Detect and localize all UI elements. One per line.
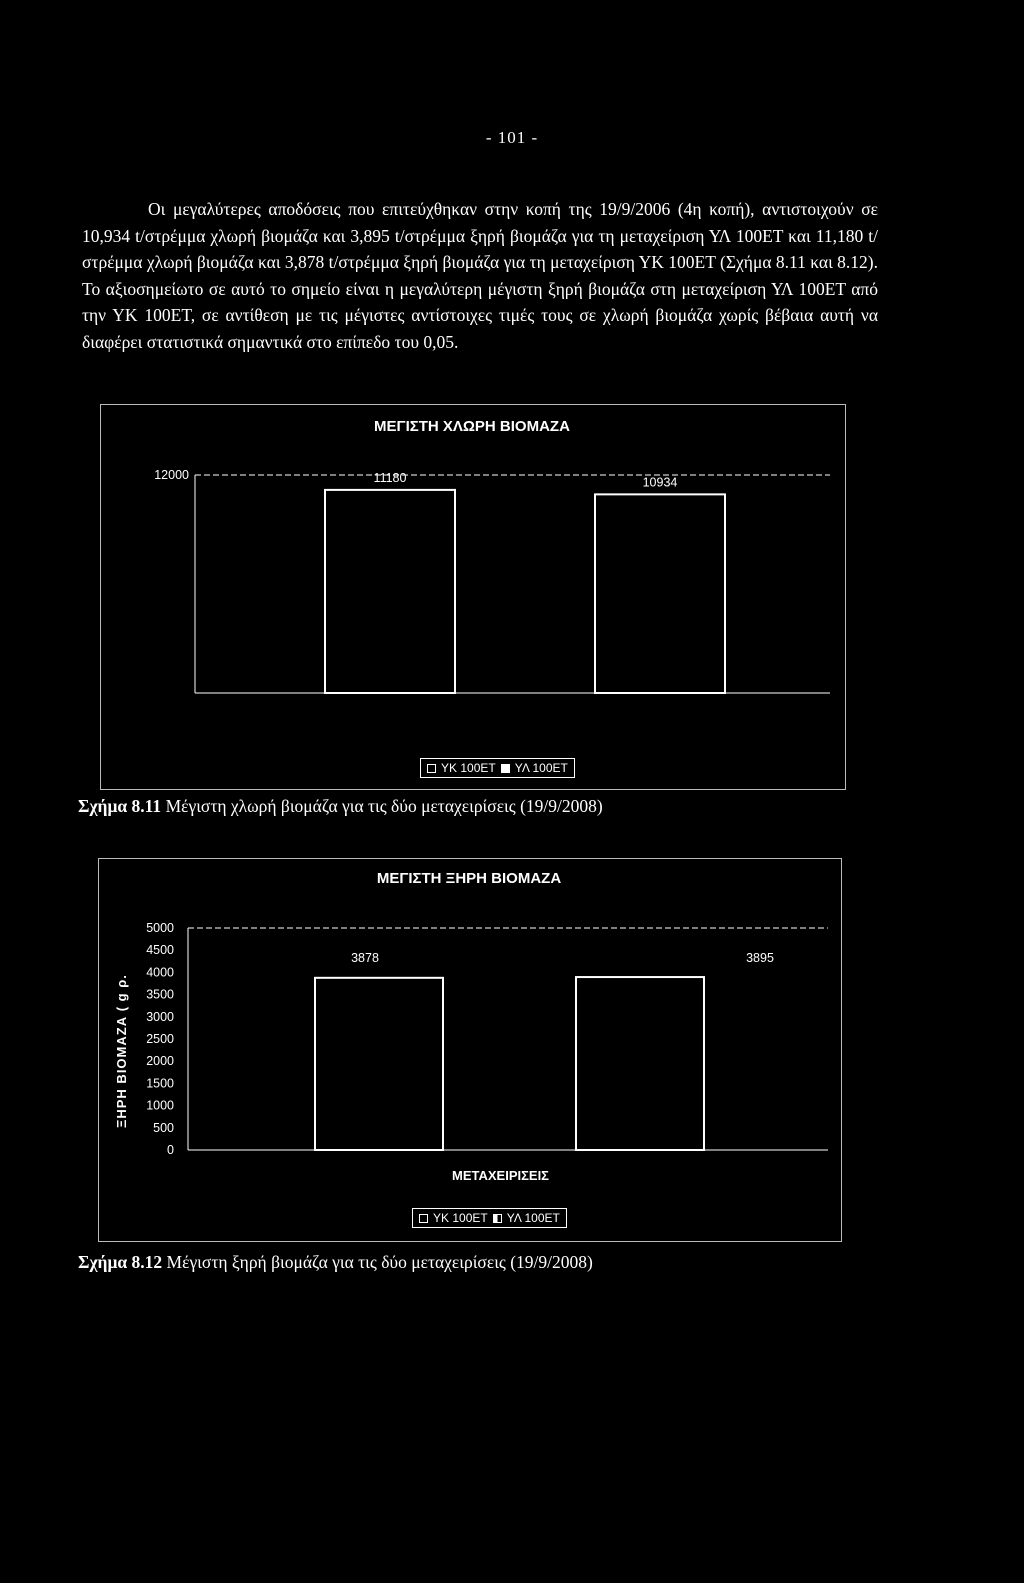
legend-label-yl: ΥΛ 100ΕΤ (514, 761, 568, 775)
bar-0 (315, 978, 443, 1150)
y-tick-label-9: 4500 (146, 943, 174, 958)
y-tick-label-8: 4000 (146, 965, 174, 980)
page-number: - 101 - (485, 128, 539, 147)
y-tick-label: 12000 (154, 468, 189, 482)
figure-caption-8-11 (78, 796, 603, 817)
legend-green-biomass (420, 758, 575, 778)
legend-swatch-yk (427, 764, 436, 773)
y-tick-label-3: 1500 (146, 1076, 174, 1091)
chart-dry-biomass (130, 916, 830, 1176)
legend-swatch-yk-2 (419, 1214, 428, 1223)
data-label-1: 3895 (746, 951, 774, 965)
y-tick-label-5: 2500 (146, 1032, 174, 1046)
legend-dry-biomass (412, 1208, 567, 1228)
y-tick-label-6: 3000 (146, 1009, 174, 1024)
data-label-0: 11180 (373, 470, 407, 485)
y-tick-label-7: 3500 (146, 987, 174, 1002)
chart-green-biomass (100, 455, 844, 755)
legend-label-yl-2: ΥΛ 100ΕΤ (506, 1211, 560, 1225)
y-tick-label-0: 0 (167, 1143, 174, 1157)
data-label-0: 3878 (351, 951, 379, 965)
legend-swatch-yl (501, 764, 510, 773)
legend-label-yk-2: ΥΚ 100ΕΤ (433, 1211, 488, 1225)
body-paragraph (82, 196, 878, 355)
y-axis-title-dry-biomass: ΞΗΡΗ ΒΙΟΜΑΖΑ ( g ρ. (114, 974, 129, 1128)
bar-1 (576, 977, 704, 1150)
bar-0 (325, 490, 455, 693)
caption-label-8-12: Σχήμα 8.12 (78, 1252, 163, 1272)
bar-1 (595, 494, 725, 693)
chart-title-green-biomass: ΜΕΓΙΣΤΗ ΧΛΩΡΗ ΒΙΟΜΑΖΑ (374, 418, 570, 435)
data-label-1: 10934 (642, 475, 678, 490)
y-tick-label-1: 500 (153, 1120, 174, 1135)
legend-swatch-yl-2 (493, 1214, 502, 1223)
x-axis-title-dry-biomass: ΜΕΤΑΧΕΙΡΙΣΕΙΣ (452, 1168, 549, 1183)
caption-text-8-11: Μέγιστη χλωρή βιομάζα για τις δύο μεταχειρίσεις (19/9/2008) (161, 796, 603, 816)
caption-label-8-11: Σχήμα 8.11 (78, 796, 162, 816)
y-tick-label-4: 2000 (146, 1054, 174, 1069)
legend-label-yk: ΥΚ 100ΕΤ (441, 761, 496, 775)
chart-title-dry-biomass: ΜΕΓΙΣΤΗ ΞΗΡΗ ΒΙΟΜΑΖΑ (376, 870, 562, 887)
y-tick-label-10: 5000 (146, 921, 174, 935)
y-tick-label-2: 1000 (146, 1098, 174, 1113)
body-text: Οι μεγαλύτερες αποδόσεις που επιτεύχθηκαν στην κοπή της 19/9/2006 (4η κοπή), αντιστοιχούν σε 10,934 t/στρέμμα χλωρή βιομάζα και 3,895 t/στρέμμα ξηρή βιομάζα για τη μεταχείριση ΥΛ 100ΕΤ και 11,180 t/στρέμμα χλωρή βιομάζα και 3,878 t/στρέμμα ξηρή βιομάζα για τη μεταχείριση ΥΚ 100ΕΤ (Σχήμα 8.11 και 8.12). Το αξιοσημείωτο σε αυτό το σημείο είναι η μεγαλύτερη μέγιστη ξηρή βιομάζα στη μεταχείριση ΥΛ 100ΕΤ από την ΥΚ 100ΕΤ, σε αντίθεση με τις μέγιστες αντίστοιχες τιμές τους σε χλωρή βιομάζα χωρίς βέβαια αυτή να διαφέρει στατιστικά σημαντικά στο επίπεδο του 0,05. (82, 199, 878, 352)
caption-text-8-12: Μέγιστη ξηρή βιομάζα για τις δύο μεταχειρίσεις (19/9/2008) (162, 1252, 593, 1272)
figure-caption-8-12 (78, 1252, 593, 1273)
